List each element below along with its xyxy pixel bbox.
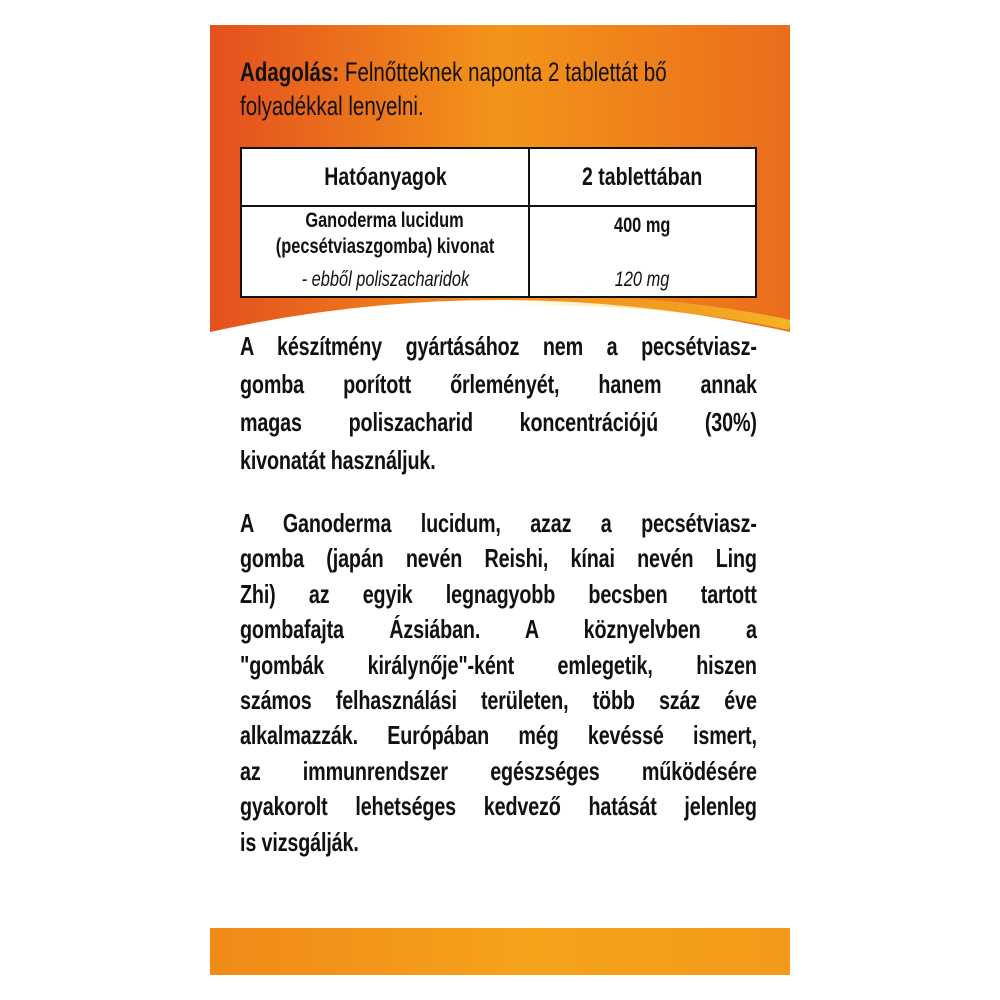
paragraph-line: A Ganoderma lucidum, azaz a pecsétviasz- — [240, 508, 757, 538]
table-header-amount — [530, 149, 755, 205]
paragraph-line: gombafajta Ázsiában. A köznyelvben a — [240, 614, 757, 645]
ingredient-amount-line — [530, 213, 755, 239]
dosage-line-2: folyadékkal lenyelni. — [240, 91, 424, 121]
paragraph-line: az immunrendszer egészséges működésére — [240, 755, 757, 786]
dosage-line-1 — [240, 55, 772, 89]
paragraph-line: gomba porított őrleményét, hanem annak — [240, 369, 757, 399]
header-ingredient-label: Hatóanyagok — [323, 162, 447, 191]
sub-ingredient-amount: 120 mg — [615, 268, 670, 291]
sub-ingredient-amount-line — [530, 267, 755, 293]
ingredient-amount: 400 mg — [614, 214, 671, 237]
header-amount-label: 2 tablettában — [582, 162, 703, 191]
paragraph-line: gyakorolt lehetséges kedvező hatását jelenleg — [240, 791, 757, 822]
sub-ingredient-name: - ebből poliszacharidok — [301, 268, 469, 291]
paragraph-line: alkalmazzák. Európában még kevéssé ismert, — [240, 720, 757, 751]
paragraph-line: A készítmény gyártásához nem a pecsétviasz- — [240, 331, 757, 361]
dosage-text — [240, 55, 940, 123]
dosage-instruction: Felnőtteknek naponta 2 tablettát bő — [339, 57, 667, 87]
paragraph-line: "gombák királynője"-ként emlegetik, hiszen — [240, 649, 757, 680]
orange-footer-bar — [210, 928, 790, 975]
ingredient-name-line-2 — [242, 234, 528, 260]
dosage-label: Adagolás: — [240, 57, 340, 87]
paragraph-ganoderma-info — [240, 506, 920, 860]
ingredient-table — [240, 147, 757, 298]
sub-ingredient-name-line — [242, 267, 528, 293]
ingredient-name-line-1 — [242, 208, 528, 234]
table-header-ingredient — [242, 149, 528, 205]
ingredient-name-1: Ganoderma lucidum — [305, 209, 465, 232]
paragraph-line: gomba (japán nevén Reishi, kínai nevén Ling — [240, 543, 757, 574]
paragraph-extract-info — [240, 327, 920, 479]
ingredient-name-2: (pecsétviaszgomba) kivonat — [275, 235, 495, 258]
paragraph-line: számos felhasználási területen, több száz éve — [240, 685, 757, 716]
table-row-divider — [242, 205, 755, 207]
paragraph-line: Zhi) az egyik legnagyobb becsben tartott — [240, 578, 757, 609]
paragraph-line: kivonatát használjuk. — [240, 445, 436, 475]
paragraph-line: is vizsgálják. — [240, 826, 359, 857]
paragraph-line: magas poliszacharid koncentrációjú (30%) — [240, 407, 757, 437]
